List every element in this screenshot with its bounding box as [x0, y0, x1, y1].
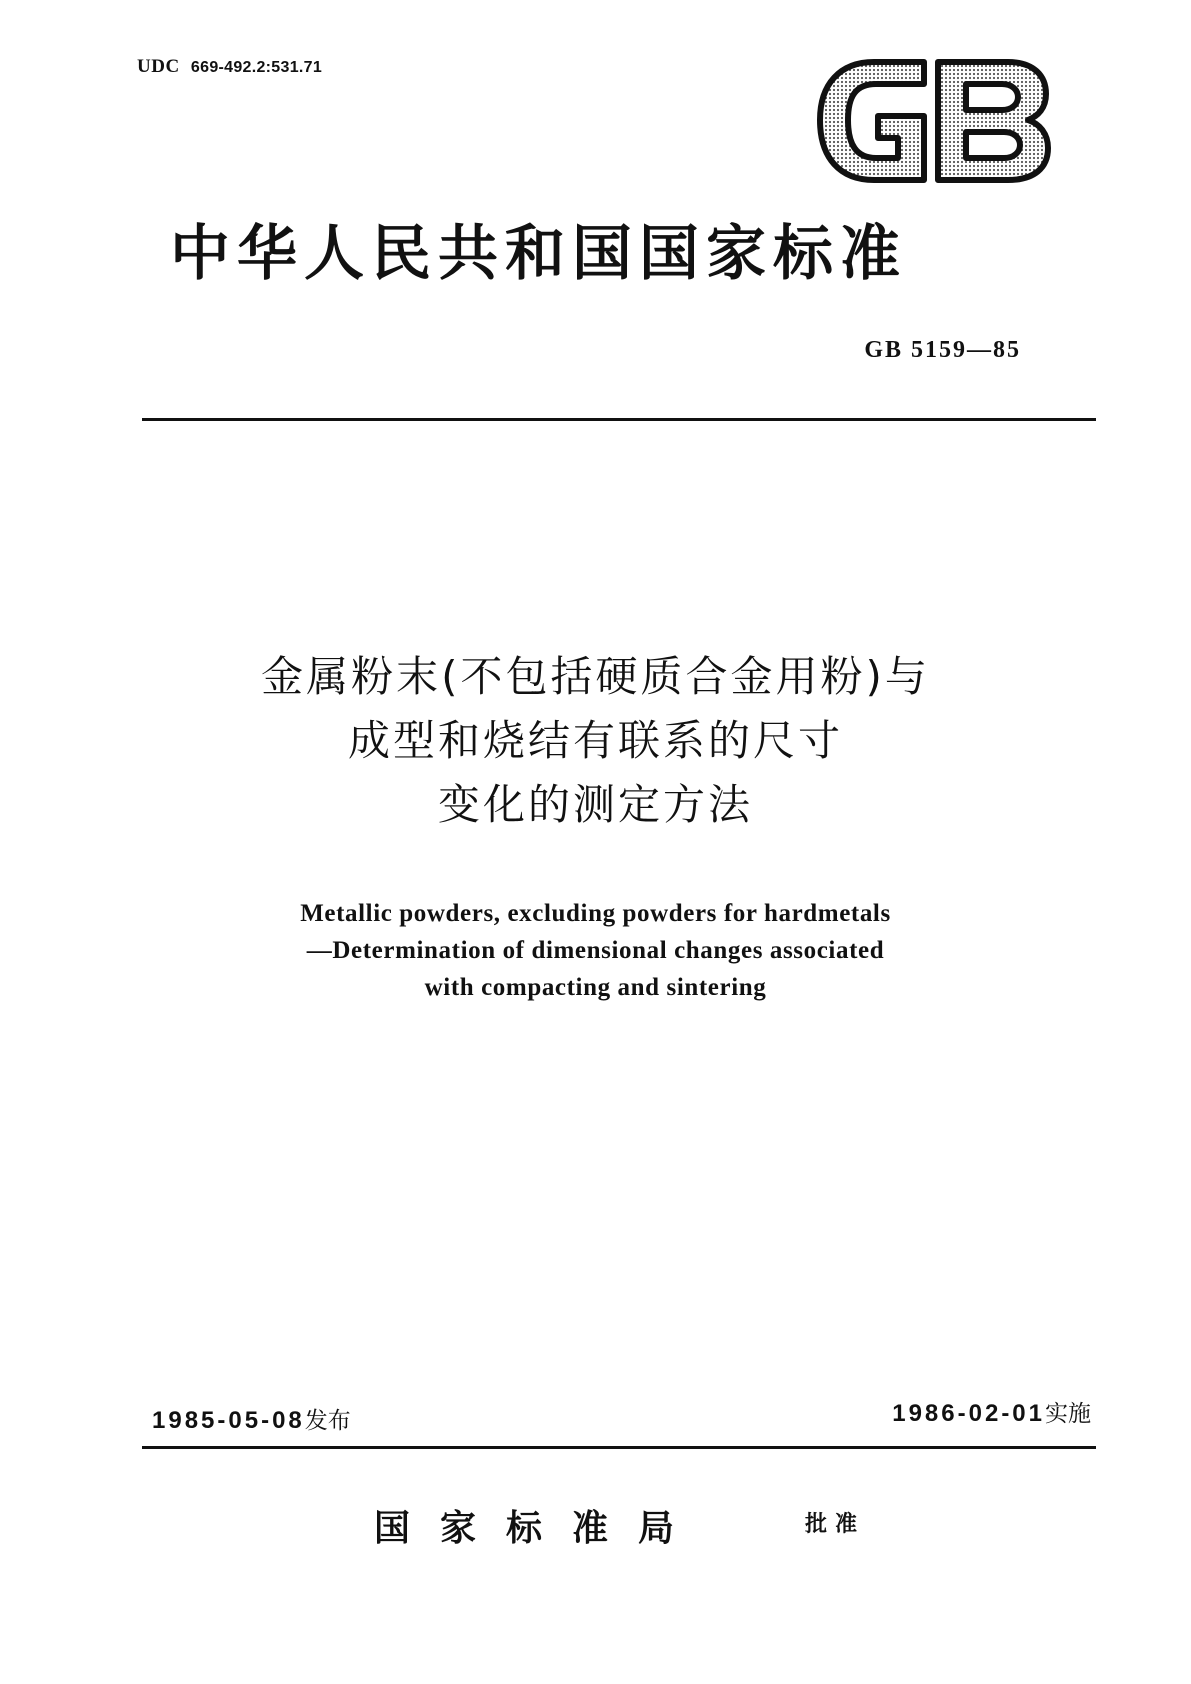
bottom-divider	[142, 1446, 1096, 1449]
title-en-line-2: —Determination of dimensional changes associated	[306, 937, 885, 964]
gb-logo-icon	[812, 56, 1052, 186]
effective-date-value: 1986-02-01	[892, 1400, 1045, 1427]
title-en-line-3: with compacting and sintering	[424, 974, 767, 1001]
issuing-authority: 国家标准局	[374, 1508, 705, 1549]
issue-date-label: 发布	[304, 1408, 351, 1434]
udc-label: UDC	[137, 56, 180, 77]
title-en-line-1: Metallic powders, excluding powders for hardmetals	[300, 900, 891, 927]
issue-date	[152, 1402, 351, 1435]
title-cn-line-1: 金属粉末(不包括硬质合金用粉)与	[261, 652, 930, 701]
udc-classification	[137, 56, 322, 78]
udc-code: 669-492.2:531.71	[190, 59, 323, 76]
document-title-english	[0, 895, 1191, 1006]
title-cn-line-2: 成型和烧结有联系的尺寸	[347, 716, 843, 765]
title-cn-line-3: 变化的测定方法	[437, 780, 753, 829]
standard-number: GB 5159—85	[864, 337, 1021, 363]
effective-date-label: 实施	[1045, 1401, 1091, 1427]
approval-label: 批准	[805, 1512, 866, 1537]
issue-date-value: 1985-05-08	[152, 1407, 305, 1434]
national-standard-heading: 中华人民共和国国家标准	[170, 219, 907, 289]
document-title-chinese	[0, 645, 1191, 837]
effective-date	[892, 1395, 1091, 1428]
top-divider	[142, 418, 1096, 421]
